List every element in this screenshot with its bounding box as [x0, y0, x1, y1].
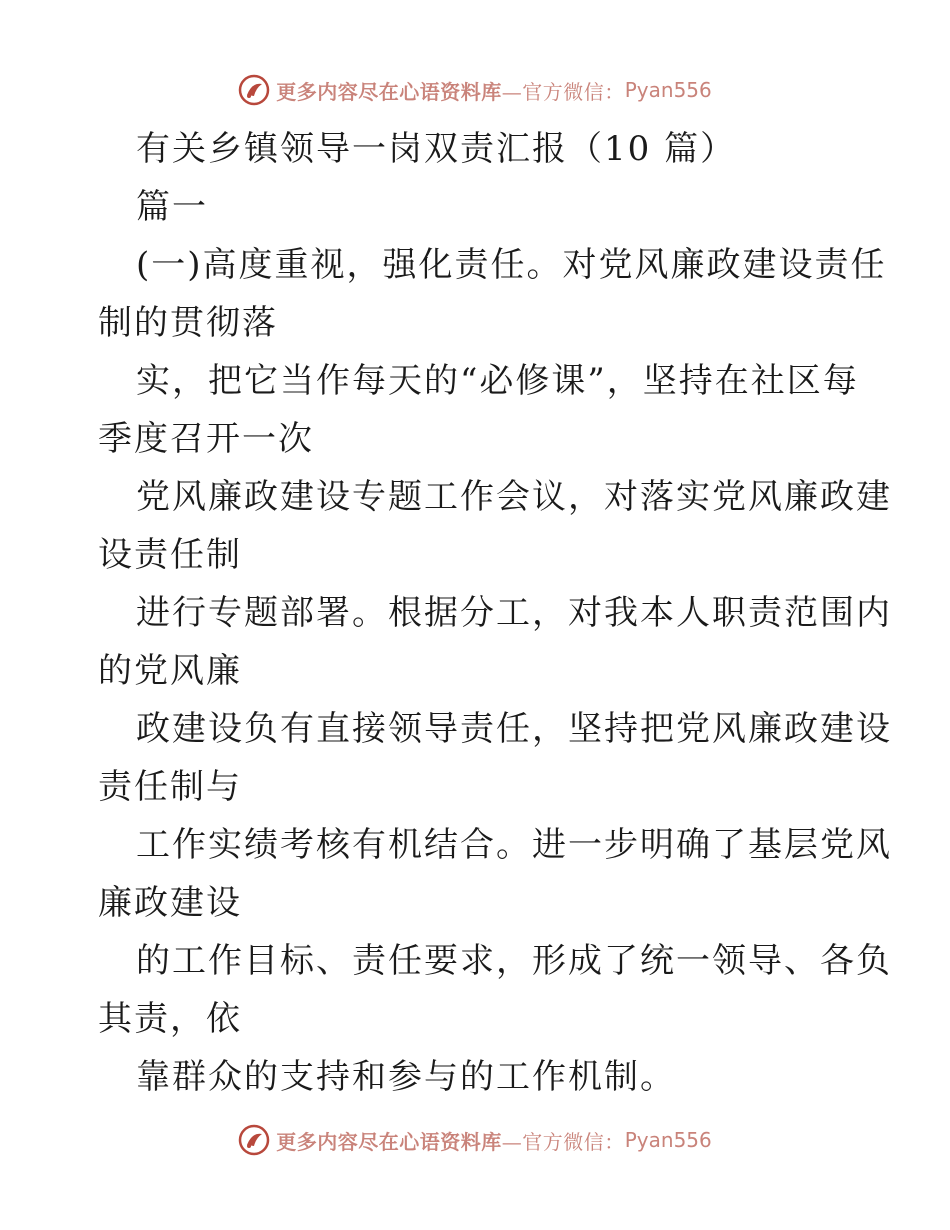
paragraph-line: 设责任制 [98, 535, 242, 575]
banner-main-text: 更多内容尽在心语资料库 [276, 79, 502, 104]
paragraph-line: 政建设负有直接领导责任，坚持把党风廉政建设 [136, 709, 892, 749]
paragraph-line: 靠群众的支持和参与的工作机制。 [136, 1057, 676, 1097]
paragraph-line: 制的贯彻落 [98, 303, 278, 343]
paragraph-line: 的工作目标、责任要求，形成了统一领导、各负 [136, 941, 892, 981]
paragraph-line: 责任制与 [98, 767, 242, 807]
banner-wechat-id: Pyan556 [624, 1128, 712, 1152]
paragraph-line: 党风廉政建设专题工作会议，对落实党风廉政建 [136, 477, 892, 517]
paragraph-line: 其责，依 [98, 999, 242, 1039]
banner-separator-text: —官方微信： [501, 1129, 625, 1154]
banner-wechat-id: Pyan556 [624, 78, 712, 102]
paragraph-line: 季度召开一次 [98, 419, 314, 459]
section-heading: 篇一 [136, 187, 208, 227]
paragraph-line: 工作实绩考核有机结合。进一步明确了基层党风 [136, 825, 892, 865]
paragraph-line: 进行专题部署。根据分工，对我本人职责范围内 [136, 593, 892, 633]
paragraph-line: (一)高度重视，强化责任。对党风廉政建设责任 [136, 245, 887, 285]
paragraph-line: 的党风廉 [98, 651, 242, 691]
footer-banner [0, 1120, 950, 1160]
document-title: 有关乡镇领导一岗双责汇报（10 篇） [136, 129, 737, 169]
header-banner [0, 70, 950, 110]
brand-logo-icon [238, 74, 270, 106]
brand-logo-icon [238, 1124, 270, 1156]
paragraph-line: 实，把它当作每天的“必修课”，坚持在社区每 [136, 361, 859, 401]
banner-separator-text: —官方微信： [501, 79, 625, 104]
banner-main-text: 更多内容尽在心语资料库 [276, 1129, 502, 1154]
document-body [98, 120, 892, 1106]
paragraph-line: 廉政建设 [98, 883, 242, 923]
